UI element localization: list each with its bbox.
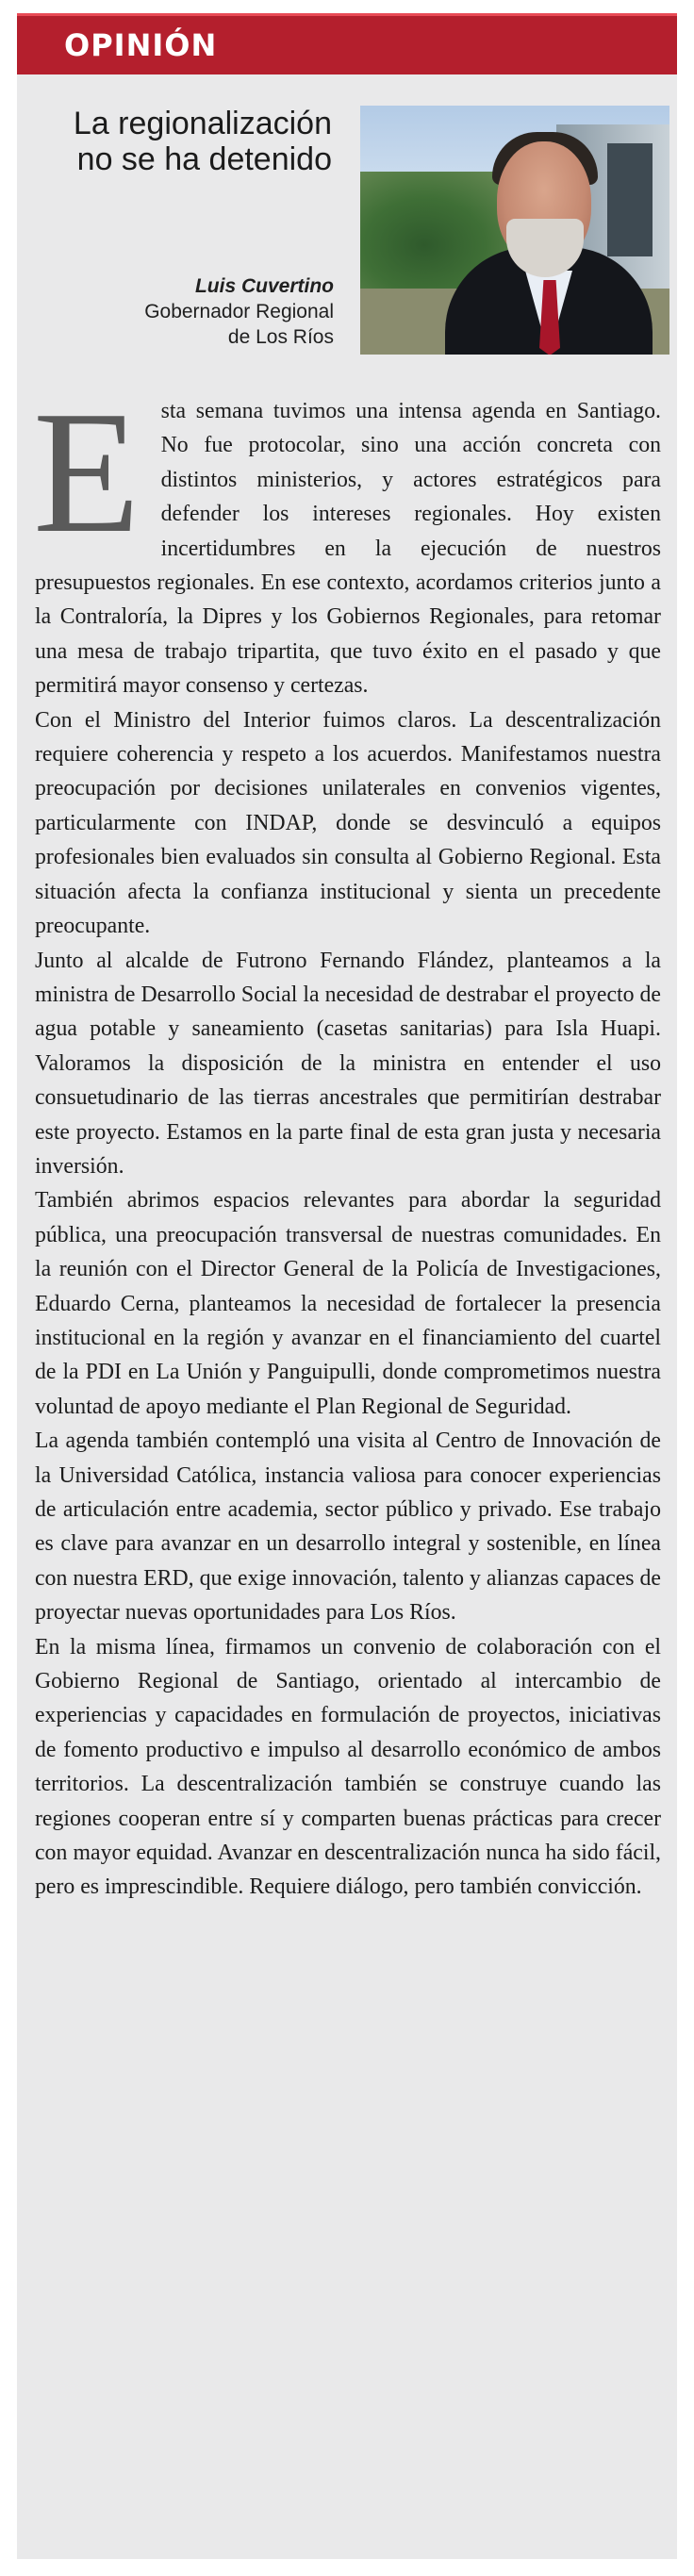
headline-line-1: La regionalización	[73, 106, 332, 141]
headline-line-2: no se ha detenido	[76, 141, 332, 177]
paragraph-1	[33, 375, 661, 703]
author-portrait-photo	[360, 106, 669, 355]
author-region: de Los Ríos	[227, 326, 334, 348]
article-body	[33, 375, 661, 1905]
paragraph-5: La agenda también contempló una visita al Centro de Innovación de la Universidad Católica, instancia valiosa para conocer experiencias de articulación entre academia, sector público y privado. Ese trabajo es clave para avanzar en un desarrollo integral y sostenible, en línea con nuestra ERD, que exige innovación, talento y alianzas capaces de proyectar nuevas oportunidades para Los Ríos.	[35, 1428, 661, 1626]
headline	[38, 106, 332, 177]
byline	[38, 273, 334, 350]
paragraph-1-text: sta semana tuvimos una intensa agenda en Santiago. No fue protocolar, sino una acción concreta con distintos ministerios, y actores estratégicos para defender los intereses regionales. Hoy existen incertidumbres en la ejecución de nuestros presupuestos regionales. En ese contexto, acordamos criterios junto a la Contraloría, la Dipres y los Gobiernos Regionales, para retomar una mesa de trabajo tripartita, que tuvo éxito en el pasado y que permitirá mayor consenso y certezas.	[35, 399, 661, 699]
author-name: Luis Cuvertino	[194, 275, 334, 297]
paragraph-3: Junto al alcalde de Futrono Fernando Flández, planteamos a la ministra de Desarrollo Social la necesidad de destrabar el proyecto de agua potable y saneamiento (casetas sanitarias) para Isla Huapi. Valoramos la disposición de la ministra en entender el uso consuetudinario de las tierras ancestrales que permitirían destrabar este proyecto. Estamos en la parte final de esta gran justa y necesaria inversión.	[35, 948, 661, 1179]
paragraph-6: En la misma línea, firmamos un convenio de colaboración con el Gobierno Regional de Santiago, orientado al intercambio de experiencias y capacidades en formulación de proyectos, iniciativas de fomento productivo e impulso al desarrollo económico de ambos territorios. La descentralización también se construye cuando las regiones cooperan entre sí y comparten buenas prácticas para crecer con mayor equidad. Avanzar en descentralización nunca ha sido fácil, pero es imprescindible. Requiere diálogo, pero también convicción.	[35, 1634, 661, 1900]
paragraph-4: También abrimos espacios relevantes para abordar la seguridad pública, una preocupación transversal de nuestras comunidades. En la reunión con el Director General de la Policía de Investigaciones, Eduardo Cerna, planteamos la necesidad de fortalecer la presencia institucional en la región y avanzar en el financiamiento del cuartel de la PDI en La Unión y Panguipulli, donde comprometimos nuestra voluntad de apoyo mediante el Plan Regional de Seguridad.	[35, 1188, 661, 1419]
author-role: Gobernador Regional	[144, 301, 334, 322]
section-label: OPINIÓN	[64, 27, 218, 63]
drop-cap: E	[33, 375, 140, 570]
paragraph-2: Con el Ministro del Interior fuimos claros. La descentralización requiere coherencia y respeto a los acuerdos. Manifestamos nuestra preocupación por decisiones unilaterales en convenios vigentes, particularmente con INDAP, donde se desvinculó a equipos profesionales bien evaluados sin consulta al Gobierno Regional. Esta situación afecta la confianza institucional y sienta un precedente preocupante.	[35, 707, 661, 939]
section-header	[17, 13, 677, 74]
